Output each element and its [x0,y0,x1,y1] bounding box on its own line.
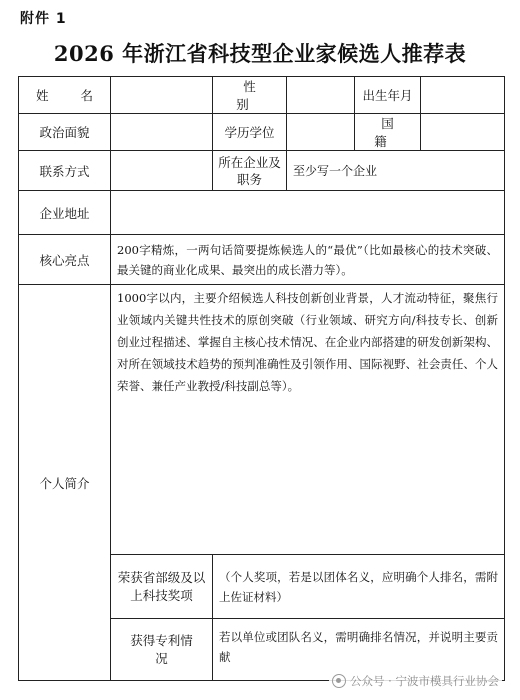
row-basic-1 [19,77,505,114]
company-position-field[interactable]: 至少写一个企业 [287,151,505,191]
row-basic-2 [19,114,505,151]
company-position-label: 所在企业及职务 [213,151,287,191]
gender-field[interactable] [287,77,355,114]
profile-label: 个人简介 [19,285,111,681]
awards-field[interactable]: （个人奖项，若是以团体名义，应明确个人排名，需附上佐证材料） [213,555,505,619]
contact-field[interactable] [111,151,213,191]
address-field[interactable] [111,191,505,235]
address-label: 企业地址 [19,191,111,235]
watermark-text: 公众号 · 宁波市模具行业协会 [350,674,499,688]
politics-label: 政治面貌 [19,114,111,151]
wechat-account-icon [332,674,346,688]
highlights-label: 核心亮点 [19,235,111,285]
highlights-field[interactable]: 200字精炼，一两句话简要提炼候选人的“最优”（比如最核心的技术突破、最关键的商业化成果、最突出的成长潜力等）。 [111,235,505,285]
education-field[interactable] [287,114,355,151]
row-contact [19,151,505,191]
patents-field[interactable]: 若以单位或团队名义，需明确排名情况，并说明主要贡献 [213,619,505,681]
birth-field[interactable] [421,77,505,114]
recommendation-form-table [18,76,505,681]
name-label: 姓 名 [19,77,111,114]
awards-label: 荣获省部级及以上科技奖项 [111,555,213,619]
contact-label: 联系方式 [19,151,111,191]
row-profile [19,285,505,555]
patents-label: 获得专利情况 [111,619,213,681]
education-label: 学历学位 [213,114,287,151]
watermark [329,672,502,690]
name-field[interactable] [111,77,213,114]
gender-label: 性 别 [213,77,287,114]
row-address [19,191,505,235]
row-highlights [19,235,505,285]
nationality-label: 国 籍 [355,114,421,151]
profile-field[interactable]: 1000字以内，主要介绍候选人科技创新创业背景，人才流动特征，聚焦行业领域内关键共性技术的原创突破（行业领域、研究方向/科技专长、创新创业过程描述、掌握自主核心技术情况、在企业内部搭建的研发创新架构、对所在领域技术趋势的预判准确性及引领作用、国际视野、社会责任、个人荣誉、兼任产业教授/科技副总等）。 [111,285,505,555]
attachment-label: 附件 1 [20,11,67,27]
form-title: 2026 年浙江省科技型企业家候选人推荐表 [53,41,467,66]
nationality-field[interactable] [421,114,505,151]
birth-label: 出生年月 [355,77,421,114]
politics-field[interactable] [111,114,213,151]
